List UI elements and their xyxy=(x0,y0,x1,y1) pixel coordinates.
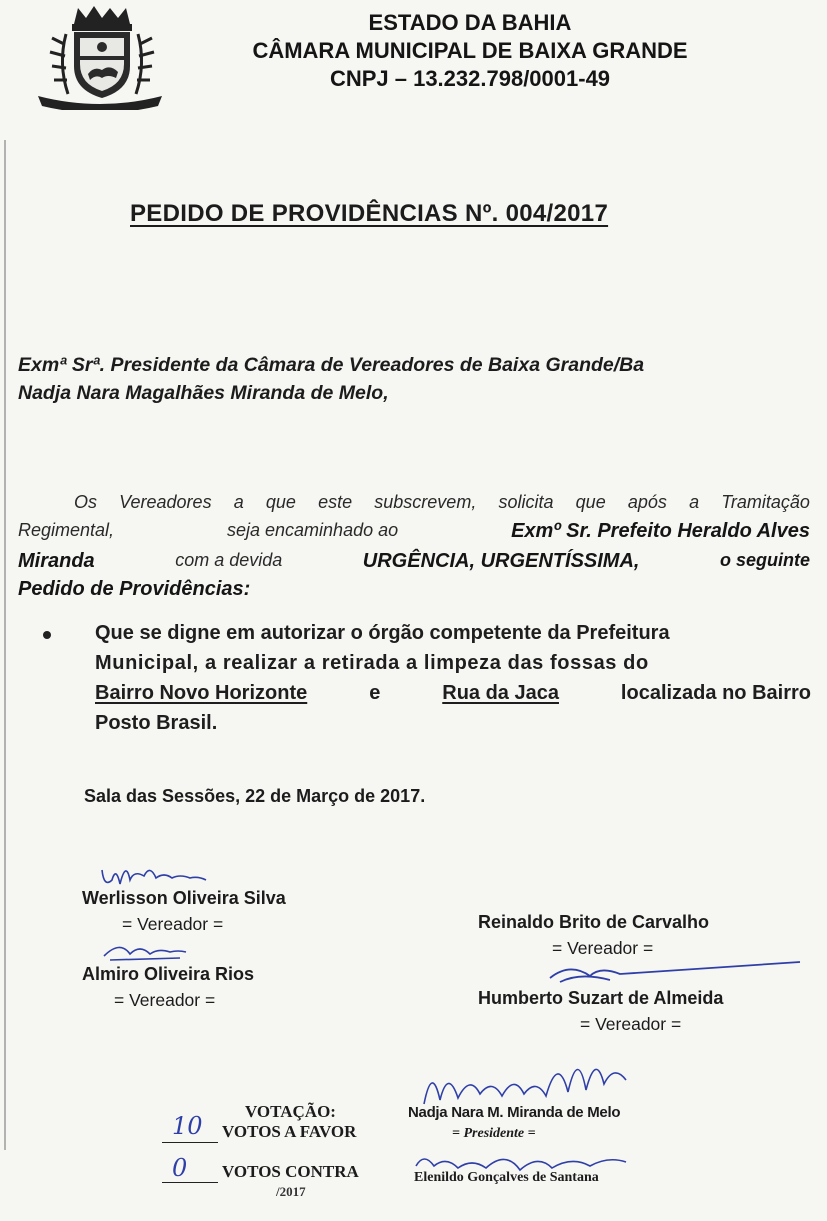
signer-name: Werlisson Oliveira Silva xyxy=(82,888,286,908)
signature-almiro-icon xyxy=(100,936,190,966)
request-text: Municipal, a realizar a retirada a limpeza das fossas do xyxy=(95,652,649,674)
request-text: localizada no Bairro xyxy=(620,682,811,704)
header-state: ESTADO DA BAHIA xyxy=(368,10,572,35)
body-text: Regimental, xyxy=(18,520,115,540)
body-word: que xyxy=(265,492,296,512)
signature-werlisson-icon xyxy=(94,850,214,892)
signer-name: Humberto Suzart de Almeida xyxy=(478,988,724,1008)
body-word: a xyxy=(689,492,700,512)
signer-role: = Vereador = xyxy=(580,1014,682,1034)
body-word: a xyxy=(233,492,244,512)
signer-role: = Vereador = xyxy=(114,990,216,1010)
municipal-coat-of-arms-icon xyxy=(34,4,166,110)
body-text: com a devida xyxy=(175,550,283,570)
body-word: Tramitação xyxy=(721,492,810,512)
body-word: este xyxy=(318,492,353,512)
signer-role: = Vereador = xyxy=(122,914,224,934)
signer-name: Reinaldo Brito de Carvalho xyxy=(478,912,710,932)
body-word: subscrevem, xyxy=(374,492,477,512)
location-street: Rua da Jaca xyxy=(442,682,559,704)
president-role: = Presidente = xyxy=(452,1126,536,1141)
votes-favor-value: 10 xyxy=(172,1112,203,1140)
body-line-2 xyxy=(18,520,810,543)
addressee-line-1: Exmª Srª. Presidente da Câmara de Vereadores de Baixa Grande/Ba xyxy=(18,354,645,376)
voting-title: VOTAÇÃO: xyxy=(245,1102,336,1121)
votes-contra-blank xyxy=(162,1182,218,1183)
body-line-1 xyxy=(74,492,810,513)
bullet-icon xyxy=(40,624,54,638)
body-line-3 xyxy=(18,550,810,573)
votes-contra-value: 0 xyxy=(172,1154,188,1182)
location-neighborhood: Bairro Novo Horizonte xyxy=(95,682,308,704)
request-line-1: Que se digne em autorizar o órgão competente da Prefeitura xyxy=(95,622,670,644)
body-word: Vereadores xyxy=(119,492,212,512)
secretary-name: Elenildo Gonçalves de Santana xyxy=(414,1170,599,1185)
signature-humberto-icon xyxy=(520,954,810,988)
body-emphasis: Miranda xyxy=(18,550,95,572)
signer-role: = Vereador = xyxy=(552,938,654,958)
header-cnpj: CNPJ – 13.232.798/0001-49 xyxy=(329,66,611,91)
votes-favor-label: VOTOS A FAVOR xyxy=(222,1122,357,1141)
body-word: que xyxy=(575,492,606,512)
body-word: solicita xyxy=(498,492,554,512)
header-chamber: CÂMARA MUNICIPAL DE BAIXA GRANDE xyxy=(252,38,688,63)
document-title: PEDIDO DE PROVIDÊNCIAS Nº. 004/2017 xyxy=(130,200,609,227)
cut-off-text: /2017 xyxy=(276,1184,306,1199)
body-word: Os xyxy=(74,492,98,512)
body-text: seja encaminhado ao xyxy=(227,520,399,540)
addressee-line-2: Nadja Nara Magalhães Miranda de Melo, xyxy=(18,382,389,404)
body-line-4: Pedido de Providências: xyxy=(18,578,251,600)
president-name: Nadja Nara M. Miranda de Melo xyxy=(408,1104,621,1121)
margin-rule xyxy=(4,140,6,1150)
votes-favor-blank xyxy=(162,1142,218,1143)
session-date: Sala das Sessões, 22 de Março de 2017. xyxy=(84,786,426,806)
urgency-text: URGÊNCIA, URGENTÍSSIMA, xyxy=(362,550,640,572)
request-line-4: Posto Brasil. xyxy=(95,712,218,734)
body-text: o seguinte xyxy=(719,550,810,570)
request-line-2 xyxy=(95,652,811,675)
request-line-3 xyxy=(95,682,811,705)
votes-contra-label: VOTOS CONTRA xyxy=(222,1162,359,1181)
request-text: e xyxy=(369,682,381,704)
body-word: após xyxy=(627,492,667,512)
body-emphasis: Exmº Sr. Prefeito Heraldo Alves xyxy=(511,520,810,542)
signer-name: Almiro Oliveira Rios xyxy=(82,964,255,984)
